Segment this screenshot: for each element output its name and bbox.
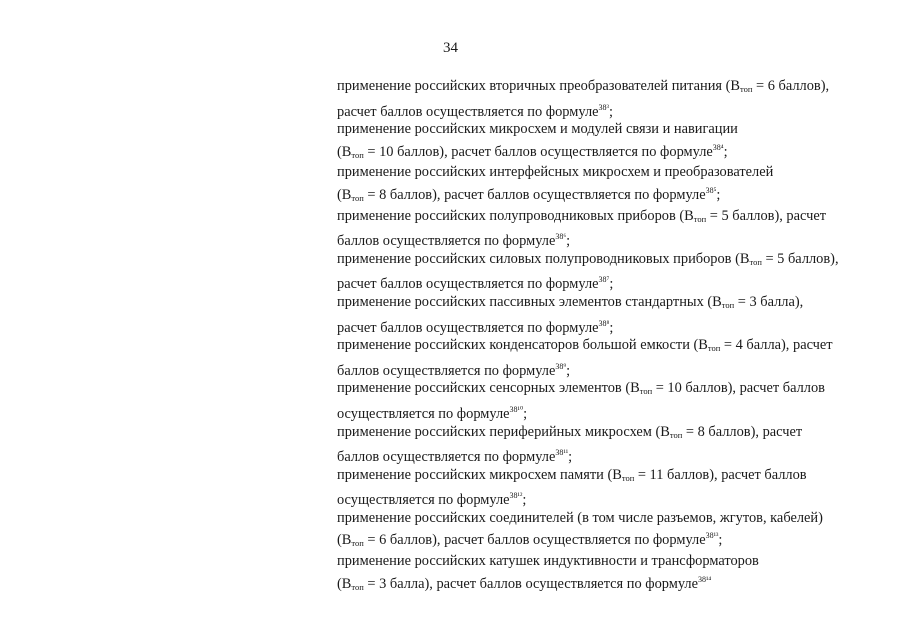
footnote-reference: 38¹³	[705, 531, 719, 541]
text-line	[337, 182, 877, 208]
text-line	[337, 315, 877, 338]
text-run: = 4 балла), расчет	[720, 337, 833, 354]
text-run: = 5 баллов), расчет	[706, 207, 827, 224]
text-line	[337, 99, 877, 122]
text-run: ;	[523, 405, 528, 422]
footnote-reference: 38¹⁰	[509, 404, 524, 414]
text-run: ;	[566, 233, 571, 250]
footnote-reference: 38⁷	[598, 275, 610, 285]
document-body	[337, 78, 877, 596]
text-run: (В	[337, 143, 352, 160]
text-run: ;	[608, 103, 613, 120]
subscript: топ	[721, 299, 735, 310]
subscript: топ	[693, 213, 707, 224]
text-line	[337, 337, 877, 358]
text-run: = 8 баллов), расчет	[682, 423, 803, 440]
text-line	[337, 510, 877, 528]
text-run: применение российских конденсаторов большой емкости (В	[337, 337, 708, 354]
subscript: топ	[669, 429, 683, 440]
text-run: = 10 баллов), расчет баллов	[652, 380, 825, 397]
text-run: расчет баллов осуществляется по формуле	[337, 276, 599, 293]
text-run: применение российских силовых полупроводниковых приборов (В	[337, 250, 750, 267]
text-run: ;	[609, 276, 614, 293]
text-line	[337, 251, 877, 272]
subscript: топ	[351, 192, 364, 203]
footnote-reference: 38¹²	[509, 491, 523, 501]
page-number: 34	[443, 40, 458, 56]
text-line	[337, 467, 877, 488]
text-line	[337, 139, 877, 165]
text-run: = 3 балла),	[734, 293, 804, 310]
text-run: = 11 баллов), расчет баллов	[634, 466, 807, 483]
text-run: расчет баллов осуществляется по формуле	[337, 319, 599, 336]
text-line	[337, 294, 877, 315]
subscript: топ	[351, 581, 364, 592]
text-run: = 6 баллов), расчет баллов осуществляется по формуле	[363, 532, 706, 549]
footnote-reference: 38¹⁴	[698, 574, 712, 584]
text-run: баллов осуществляется по формуле	[337, 362, 556, 379]
subscript: топ	[740, 84, 753, 94]
text-run: (В	[337, 532, 352, 549]
text-run: баллов осуществляется по формуле	[337, 449, 556, 466]
text-run: применение российских катушек индуктивности и трансформаторов	[337, 553, 759, 570]
footnote-reference: 38⁹	[555, 361, 567, 371]
text-line	[337, 444, 877, 467]
footnote-reference: 38³	[598, 102, 609, 112]
text-run: ;	[716, 186, 721, 203]
text-run: = 10 баллов), расчет баллов осуществляется по формуле	[363, 143, 713, 160]
subscript: топ	[351, 538, 364, 549]
text-run: ;	[609, 319, 614, 336]
text-line	[337, 164, 877, 182]
text-line	[337, 424, 877, 445]
text-run: осуществляется по формуле	[337, 405, 510, 422]
footnote-reference: 38⁵	[705, 185, 717, 195]
text-run: осуществляется по формуле	[337, 492, 510, 509]
text-line	[337, 527, 877, 553]
text-line	[337, 487, 877, 510]
text-run: = 5 баллов),	[761, 250, 839, 267]
text-run: ;	[723, 143, 728, 160]
text-run: баллов осуществляется по формуле	[337, 233, 556, 250]
footnote-reference: 38¹¹	[555, 448, 569, 458]
subscript: топ	[749, 256, 762, 267]
text-line	[337, 571, 877, 597]
text-run: (В	[337, 575, 352, 592]
text-run: применение российских сенсорных элементов (В	[337, 380, 640, 397]
text-run: ;	[522, 492, 527, 509]
text-run: применение российских соединителей (в том числе разъемов, жгутов, кабелей)	[337, 509, 823, 526]
text-run: применение российских пассивных элементов стандартных (В	[337, 293, 722, 310]
text-run: ;	[566, 362, 571, 379]
text-run: применение российских микросхем памяти (В	[337, 466, 622, 483]
text-line	[337, 553, 877, 571]
footnote-reference: 38⁸	[598, 318, 610, 328]
text-line	[337, 380, 877, 401]
subscript: топ	[707, 343, 721, 354]
text-run: применение российских периферийных микросхем (В	[337, 423, 670, 440]
footnote-reference: 38⁶	[555, 232, 567, 242]
text-run: = 8 баллов), расчет баллов осуществляется по формуле	[363, 186, 706, 203]
text-line	[337, 208, 877, 229]
text-line	[337, 271, 877, 294]
text-run: применение российских полупроводниковых приборов (В	[337, 207, 694, 224]
text-line	[337, 358, 877, 381]
text-run: ;	[568, 449, 573, 466]
text-run: применение российских вторичных преобразователей питания (В	[337, 78, 741, 94]
text-run: применение российских микросхем и модулей связи и навигации	[337, 121, 738, 138]
subscript: топ	[621, 472, 635, 483]
text-run: применение российских интерфейсных микросхем и преобразователей	[337, 164, 774, 181]
text-run: расчет баллов осуществляется по формуле	[337, 103, 599, 120]
text-run: = 3 балла), расчет баллов осуществляется по формуле	[363, 575, 698, 592]
text-line	[337, 401, 877, 424]
text-line	[337, 228, 877, 251]
footnote-reference: 38⁴	[712, 142, 724, 152]
text-run: = 6 баллов),	[752, 78, 830, 94]
subscript: топ	[351, 149, 364, 160]
subscript: топ	[639, 386, 653, 397]
text-line	[337, 78, 877, 99]
text-run: (В	[337, 186, 352, 203]
text-run: ;	[718, 532, 723, 549]
text-line	[337, 121, 877, 139]
